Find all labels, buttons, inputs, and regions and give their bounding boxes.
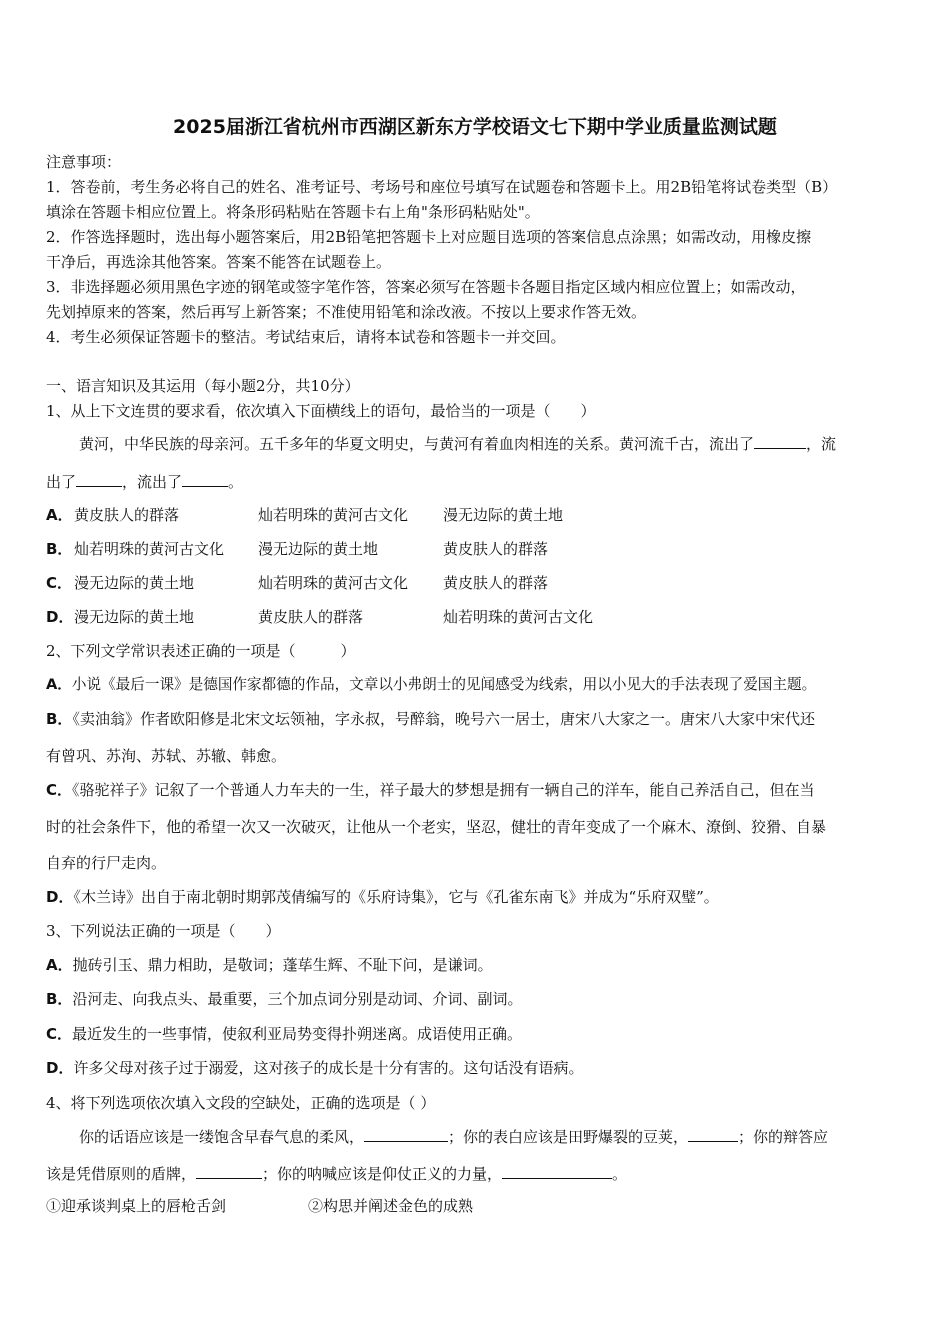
notice-line: 填涂在答题卡相应位置上。将条形码粘贴在答题卡右上角"条形码粘贴处"。 <box>46 203 540 221</box>
option-item: ①迎承谈判桌上的唇枪舌剑 <box>46 1197 227 1215</box>
option-label: C． <box>46 574 73 592</box>
question-2-option-c-cont: 时的社会条件下，他的希望一次又一次破灭，让他从一个老实，坚忍，健壮的青年变成了一个麻木、潦倒、狡猾、自暴 <box>46 818 827 836</box>
question-2-stem: 2、下列文学常识表述正确的一项是（ ） <box>46 642 356 660</box>
option-label: B． <box>46 710 73 728</box>
question-2-option-d <box>46 887 719 907</box>
fill-blank <box>688 1127 738 1142</box>
passage-text: ，流出了 <box>122 473 183 491</box>
option-label: A． <box>46 676 72 693</box>
option-item: 灿若明珠的黄河古文化 <box>74 540 225 558</box>
question-3-option-d <box>46 1058 583 1078</box>
option-text: 小说《最后一课》是德国作家都德的作品，文章以小弗朗士的见闻感受为线索，用以小见大的手法表现了爱国主题。 <box>71 676 817 693</box>
option-item: 黄皮肤人的群落 <box>258 608 364 626</box>
option-text: 抛砖引玉、鼎力相助，是敬词；蓬荜生辉、不耻下问，是谦词。 <box>72 956 493 974</box>
option-label: C． <box>46 1025 73 1043</box>
passage-text: 。 <box>612 1165 628 1183</box>
passage-text: 黄河，中华民族的母亲河。五千多年的华夏文明史，与黄河有着血肉相连的关系。黄河流千古，流出了 <box>79 435 755 453</box>
fill-blank <box>76 472 122 487</box>
question-2-option-a <box>46 675 816 695</box>
notice-line: 4．考生必须保证答题卡的整洁。考试结束后，请将本试卷和答题卡一并交回。 <box>46 328 566 346</box>
notice-line: 干净后，再选涂其他答案。答案不能答在试题卷上。 <box>46 253 392 271</box>
question-4-passage <box>79 1127 828 1147</box>
question-2-option-c <box>46 780 815 800</box>
option-item: 灿若明珠的黄河古文化 <box>258 574 409 592</box>
option-label: B． <box>46 540 73 558</box>
option-item: 漫无边际的黄土地 <box>74 574 195 592</box>
option-label: C． <box>46 781 73 799</box>
fill-blank <box>196 1164 262 1179</box>
passage-text: 。 <box>228 473 244 491</box>
fill-blank <box>502 1164 612 1179</box>
question-3-option-b <box>46 989 522 1009</box>
passage-text: ，流 <box>806 435 837 453</box>
fill-blank <box>364 1127 448 1142</box>
question-2-option-c-cont: 自弃的行尸走肉。 <box>46 854 167 872</box>
section-heading: 一、语言知识及其运用（每小题2分，共10分） <box>46 377 360 395</box>
option-text: 《木兰诗》出自于南北朝时期郭茂倩编写的《乐府诗集》，它与《孔雀东南飞》并成为“乐府双璧”。 <box>73 888 719 906</box>
option-item: 黄皮肤人的群落 <box>443 540 549 558</box>
option-item: 漫无边际的黄土地 <box>443 506 564 524</box>
option-text: 许多父母对孩子过于溺爱，这对孩子的成长是十分有害的。这句话没有语病。 <box>73 1059 584 1077</box>
passage-text: 出了 <box>46 473 77 491</box>
passage-text: 该是凭借原则的盾牌， <box>46 1165 197 1183</box>
option-item: 黄皮肤人的群落 <box>443 574 549 592</box>
option-label: D． <box>46 608 74 626</box>
option-label: D． <box>46 888 74 906</box>
option-label: D． <box>46 1059 74 1077</box>
option-text: 沿河走、向我点头、最重要，三个加点词分别是动词、介词、副词。 <box>72 990 523 1008</box>
option-item: ②构思并阐述金色的成熟 <box>308 1197 474 1215</box>
question-1-passage-cont <box>46 472 243 492</box>
passage-text: ；你的呐喊应该是仰仗正义的力量， <box>262 1165 503 1183</box>
question-1-stem: 1、从上下文连贯的要求看，依次填入下面横线上的语句，最恰当的一项是（ ） <box>46 402 596 420</box>
notice-line: 1．答卷前，考生务必将自己的姓名、准考证号、考场号和座位号填写在试题卷和答题卡上。用2B铅笔将试卷类型（B） <box>46 178 838 196</box>
question-4-passage-cont <box>46 1164 627 1184</box>
notice-line: 2．作答选择题时，选出每小题答案后，用2B铅笔把答题卡上对应题目选项的答案信息点涂黑；如需改动，用橡皮擦 <box>46 228 812 246</box>
option-item: 灿若明珠的黄河古文化 <box>443 608 594 626</box>
option-item: 黄皮肤人的群落 <box>74 506 180 524</box>
passage-text: 你的话语应该是一缕饱含早春气息的柔风， <box>79 1128 365 1146</box>
page-title: 2025届浙江省杭州市西湖区新东方学校语文七下期中学业质量监测试题 <box>173 116 777 138</box>
question-2-option-b <box>46 709 815 729</box>
option-text: 最近发生的一些事情，使叙利亚局势变得扑朔迷离。成语使用正确。 <box>72 1025 523 1043</box>
passage-text: ；你的表白应该是田野爆裂的豆荚， <box>448 1128 689 1146</box>
question-2-option-b-cont: 有曾巩、苏洵、苏轼、苏辙、韩愈。 <box>46 747 287 765</box>
option-item: 漫无边际的黄土地 <box>258 540 379 558</box>
option-label: A． <box>46 956 73 974</box>
fill-blank <box>182 472 228 487</box>
question-3-option-c <box>46 1024 522 1044</box>
question-1-passage <box>79 434 836 454</box>
option-label: B． <box>46 990 73 1008</box>
option-label: A． <box>46 506 73 524</box>
option-item: 灿若明珠的黄河古文化 <box>258 506 409 524</box>
option-item: 漫无边际的黄土地 <box>74 608 195 626</box>
fill-blank <box>754 434 806 449</box>
question-4-stem: 4、将下列选项依次填入文段的空缺处，正确的选项是（ ） <box>46 1094 436 1112</box>
passage-text: ；你的辩答应 <box>738 1128 829 1146</box>
question-4-options <box>46 1196 474 1216</box>
notice-heading: 注意事项： <box>46 153 122 171</box>
question-3-option-a <box>46 955 493 975</box>
question-3-stem: 3、下列说法正确的一项是（ ） <box>46 922 281 940</box>
notice-line: 3．非选择题必须用黑色字迹的钢笔或签字笔作答，答案必须写在答题卡各题目指定区域内相应位置上；如需改动， <box>46 278 806 296</box>
option-text: 《卖油翁》作者欧阳修是北宋文坛领袖，字永叔，号醉翁，晚号六一居士，唐宋八大家之一。唐宋八大家中宋代还 <box>72 710 815 728</box>
option-text: 《骆驼祥子》记叙了一个普通人力车夫的一生，祥子最大的梦想是拥有一辆自己的洋车，能自己养活自己，但在当 <box>72 781 815 799</box>
notice-line: 先划掉原来的答案，然后再写上新答案；不准使用铅笔和涂改液。不按以上要求作答无效。 <box>46 303 647 321</box>
